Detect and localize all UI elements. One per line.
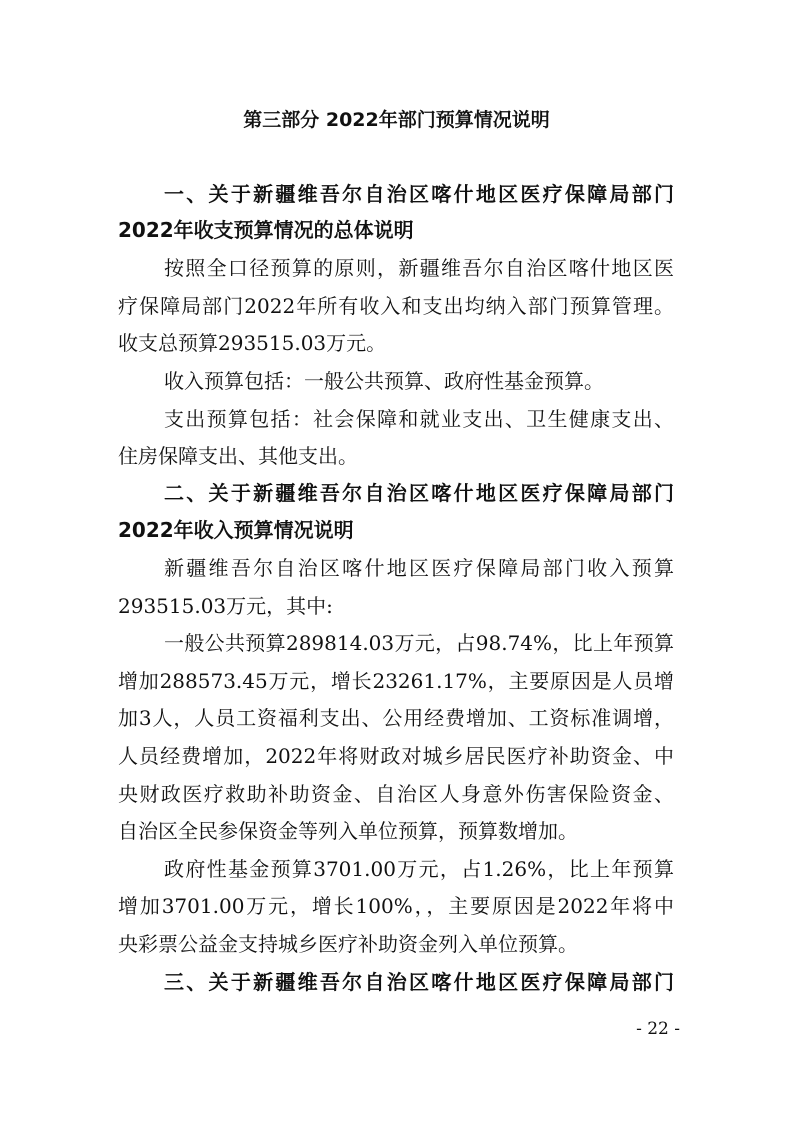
paragraph-line: 央彩票公益金支持城乡医疗补助资金列入单位预算。: [118, 932, 578, 956]
section-heading-2-cont: 2022年收入预算情况说明: [118, 518, 354, 542]
paragraph-line: 增加3701.00万元，增长100%，，主要原因是2022年将中: [118, 894, 674, 918]
paragraph-line: 政府性基金预算3701.00万元，占1.26%，比上年预算: [164, 857, 674, 881]
paragraph-line: 按照全口径预算的原则，新疆维吾尔自治区喀什地区医: [164, 256, 674, 280]
paragraph-line: 支出预算包括：社会保障和就业支出、卫生健康支出、: [164, 407, 674, 431]
paragraph-line: 住房保障支出、其他支出。: [118, 444, 358, 468]
paragraph-line: 人员经费增加，2022年将财政对城乡居民医疗补助资金、中: [118, 744, 674, 768]
section-heading-3: 三、关于新疆维吾尔自治区喀什地区医疗保障局部门: [164, 970, 674, 994]
paragraph-line: 一般公共预算289814.03万元，占98.74%，比上年预算: [164, 631, 674, 655]
page-number: - 22 -: [636, 1019, 680, 1039]
paragraph-line: 收入预算包括：一般公共预算、政府性基金预算。: [164, 369, 604, 393]
paragraph-line: 央财政医疗救助补助资金、自治区人身意外伤害保险资金、: [118, 782, 674, 806]
page-title: 第三部分 2022年部门预算情况说明: [243, 109, 550, 131]
paragraph-line: 增加288573.45万元，增长23261.17%，主要原因是人员增: [118, 669, 674, 693]
paragraph-line: 自治区全民参保资金等列入单位预算，预算数增加。: [118, 819, 578, 843]
paragraph-line: 收支总预算293515.03万元。: [118, 331, 387, 355]
paragraph-line: 新疆维吾尔自治区喀什地区医疗保障局部门收入预算: [164, 556, 674, 580]
section-heading-2: 二、关于新疆维吾尔自治区喀什地区医疗保障局部门: [164, 481, 674, 505]
paragraph-line: 加3人，人员工资福利支出、公用经费增加、工资标准调增，: [118, 706, 674, 730]
paragraph-line: 293515.03万元，其中:: [118, 594, 333, 618]
section-heading-1-cont: 2022年收支预算情况的总体说明: [118, 218, 414, 242]
paragraph-line: 疗保障局部门2022年所有收入和支出均纳入部门预算管理。: [118, 294, 674, 318]
section-heading-1: 一、关于新疆维吾尔自治区喀什地区医疗保障局部门: [164, 182, 674, 206]
